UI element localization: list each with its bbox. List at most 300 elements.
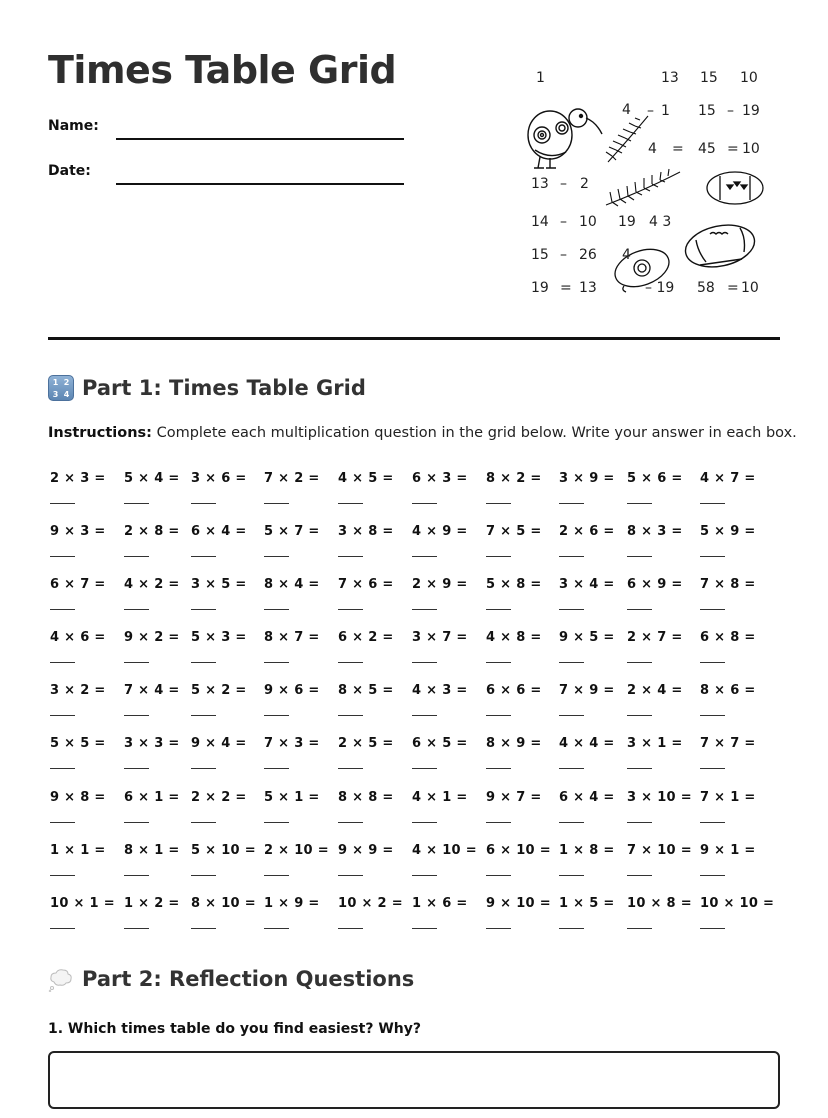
multiplication-question: 9 × 10 = (486, 895, 551, 911)
answer-blank[interactable] (338, 822, 363, 823)
multiplication-question: 2 × 5 = (338, 736, 394, 752)
answer-blank[interactable] (486, 503, 511, 504)
decor-number: 2 (580, 176, 589, 192)
decor-number: 15 (700, 70, 718, 86)
grid-row (50, 732, 790, 785)
grid-cell (338, 892, 403, 911)
multiplication-question: 5 × 8 = (486, 577, 542, 593)
multiplication-question: 4 × 2 = (124, 577, 180, 593)
thought-balloon-icon (48, 968, 74, 990)
multiplication-question: 8 × 2 = (486, 471, 542, 486)
multiplication-question: 3 × 10 = (627, 789, 692, 805)
answer-blank[interactable] (627, 768, 652, 769)
multiplication-question: 6 × 9 = (627, 577, 683, 593)
multiplication-question: 1 × 8 = (559, 842, 615, 858)
grid-cell (338, 520, 394, 539)
answer-blank[interactable] (124, 662, 149, 663)
grid-cell (124, 626, 180, 645)
answer-blank[interactable] (412, 875, 437, 876)
answer-blank[interactable] (627, 928, 652, 929)
decor-number: – (727, 103, 734, 119)
answer-blank[interactable] (338, 503, 363, 504)
instructions-label: Instructions: (48, 425, 152, 441)
answer-blank[interactable] (124, 928, 149, 929)
grid-cell (191, 732, 247, 751)
grid-cell (264, 679, 320, 698)
multiplication-question: 4 × 5 = (338, 471, 394, 486)
multiplication-question: 1 × 6 = (412, 895, 468, 911)
grid-row (50, 839, 790, 892)
decor-number: 45 (698, 141, 716, 157)
grid-cell (559, 467, 615, 486)
answer-blank[interactable] (338, 715, 363, 716)
grid-cell (124, 520, 180, 539)
answer-blank[interactable] (191, 768, 216, 769)
answer-blank[interactable] (559, 503, 584, 504)
answer-blank[interactable] (700, 609, 725, 610)
decor-number: – (560, 247, 567, 263)
grid-cell (700, 626, 756, 645)
grid-cell (700, 679, 756, 698)
grid-cell (486, 732, 542, 751)
page-title: Times Table Grid (48, 48, 397, 92)
answer-blank[interactable] (486, 556, 511, 557)
answer-blank[interactable] (412, 503, 437, 504)
grid-cell (412, 732, 468, 751)
multiplication-question: 1 × 1 = (50, 842, 106, 858)
answer-blank[interactable] (627, 556, 652, 557)
grid-row (50, 626, 790, 679)
answer-blank[interactable] (700, 822, 725, 823)
answer-blank[interactable] (191, 556, 216, 557)
answer-blank[interactable] (627, 875, 652, 876)
multiplication-question: 7 × 3 = (264, 736, 320, 752)
part1-title: Part 1: Times Table Grid (82, 376, 366, 400)
multiplication-question: 9 × 5 = (559, 630, 615, 646)
decor-number: 4 3 (649, 214, 672, 230)
decor-number: – (560, 176, 567, 192)
part1-heading (48, 375, 366, 401)
answer-blank[interactable] (627, 609, 652, 610)
grid-row (50, 467, 790, 520)
decor-number: 26 (579, 247, 597, 263)
answer-blank[interactable] (191, 662, 216, 663)
answer-blank[interactable] (124, 822, 149, 823)
multiplication-question: 2 × 8 = (124, 524, 180, 540)
decor-number: 14 (531, 214, 549, 230)
multiplication-question: 3 × 3 = (124, 736, 180, 752)
grid-cell (412, 467, 468, 486)
multiplication-question: 3 × 8 = (338, 524, 394, 540)
answer-blank[interactable] (559, 822, 584, 823)
multiplication-question: 8 × 9 = (486, 736, 542, 752)
decor-number: = (672, 141, 684, 157)
multiplication-question: 7 × 2 = (264, 471, 320, 486)
answer-blank[interactable] (124, 556, 149, 557)
multiplication-question: 6 × 4 = (559, 789, 615, 805)
multiplication-question: 7 × 5 = (486, 524, 542, 540)
answer-blank[interactable] (191, 503, 216, 504)
grid-cell (264, 839, 329, 858)
answer-blank[interactable] (559, 928, 584, 929)
grid-cell (627, 520, 683, 539)
multiplication-question: 10 × 10 = (700, 895, 775, 911)
rugby-ball-icon (682, 219, 759, 273)
decor-number: 10 (740, 70, 758, 86)
multiplication-question: 7 × 7 = (700, 736, 756, 752)
grid-cell (486, 520, 542, 539)
answer-blank[interactable] (412, 715, 437, 716)
multiplication-question: 6 × 8 = (700, 630, 756, 646)
answer-blank[interactable] (486, 662, 511, 663)
multiplication-question: 9 × 4 = (191, 736, 247, 752)
answer-blank[interactable] (264, 556, 289, 557)
grid-cell (124, 467, 180, 486)
answer-blank[interactable] (191, 875, 216, 876)
grid-cell (50, 732, 106, 751)
answer-blank[interactable] (50, 556, 75, 557)
grid-cell (627, 732, 683, 751)
multiplication-question: 5 × 2 = (191, 683, 247, 699)
grid-cell (627, 573, 683, 592)
answer-blank[interactable] (412, 928, 437, 929)
answer-blank[interactable] (559, 662, 584, 663)
grid-cell (700, 892, 774, 911)
grid-cell (191, 467, 247, 486)
decor-number: 58 (697, 280, 715, 296)
decor-number: = (560, 280, 572, 296)
multiplication-question: 2 × 3 = (50, 471, 106, 486)
multiplication-question: 6 × 4 = (191, 524, 247, 540)
grid-cell (50, 892, 115, 911)
multiplication-question: 8 × 6 = (700, 683, 756, 699)
multiplication-question: 4 × 7 = (700, 471, 756, 486)
grid-cell (412, 573, 468, 592)
answer-blank[interactable] (124, 503, 149, 504)
instructions (48, 425, 797, 441)
answer-blank[interactable] (264, 503, 289, 504)
reflection-answer-1[interactable] (48, 1051, 780, 1109)
multiplication-grid (50, 467, 790, 945)
answer-blank[interactable] (559, 556, 584, 557)
grid-cell (124, 679, 180, 698)
grid-cell (50, 573, 106, 592)
multiplication-question: 4 × 4 = (559, 736, 615, 752)
answer-blank[interactable] (412, 822, 437, 823)
multiplication-question: 5 × 9 = (700, 524, 756, 540)
multiplication-question: 5 × 5 = (50, 736, 106, 752)
multiplication-question: 7 × 6 = (338, 577, 394, 593)
answer-blank[interactable] (627, 822, 652, 823)
multiplication-question: 5 × 7 = (264, 524, 320, 540)
answer-blank[interactable] (700, 715, 725, 716)
grid-cell (264, 467, 320, 486)
decorative-clipart (520, 60, 790, 310)
grid-cell (50, 467, 106, 486)
multiplication-question: 6 × 2 = (338, 630, 394, 646)
answer-blank[interactable] (264, 928, 289, 929)
multiplication-question: 3 × 4 = (559, 577, 615, 593)
answer-blank[interactable] (50, 715, 75, 716)
answer-blank[interactable] (486, 928, 511, 929)
answer-blank[interactable] (559, 609, 584, 610)
answer-blank[interactable] (338, 556, 363, 557)
multiplication-question: 8 × 7 = (264, 630, 320, 646)
answer-blank[interactable] (412, 662, 437, 663)
rugby-ball-icon (707, 172, 763, 204)
grid-cell (264, 786, 320, 805)
answer-blank[interactable] (50, 662, 75, 663)
grid-row (50, 573, 790, 626)
grid-cell (124, 786, 180, 805)
multiplication-question: 7 × 9 = (559, 683, 615, 699)
multiplication-question: 2 × 7 = (627, 630, 683, 646)
multiplication-question: 7 × 1 = (700, 789, 756, 805)
multiplication-question: 9 × 3 = (50, 524, 106, 540)
grid-cell (191, 892, 256, 911)
answer-blank[interactable] (264, 662, 289, 663)
decor-number: 13 (661, 70, 679, 86)
grid-cell (412, 839, 477, 858)
multiplication-question: 9 × 7 = (486, 789, 542, 805)
grid-cell (264, 892, 320, 911)
multiplication-question: 4 × 8 = (486, 630, 542, 646)
grid-cell (486, 573, 542, 592)
multiplication-question: 5 × 6 = (627, 471, 683, 486)
grid-cell (700, 786, 756, 805)
answer-blank[interactable] (338, 768, 363, 769)
grid-cell (486, 467, 542, 486)
grid-cell (191, 520, 247, 539)
multiplication-question: 7 × 4 = (124, 683, 180, 699)
multiplication-question: 6 × 5 = (412, 736, 468, 752)
multiplication-question: 8 × 10 = (191, 895, 256, 911)
answer-blank[interactable] (264, 609, 289, 610)
answer-blank[interactable] (338, 662, 363, 663)
multiplication-question: 4 × 3 = (412, 683, 468, 699)
multiplication-question: 9 × 1 = (700, 842, 756, 858)
answer-blank[interactable] (486, 768, 511, 769)
date-field[interactable] (116, 183, 404, 185)
multiplication-question: 5 × 3 = (191, 630, 247, 646)
decor-number: 15 (531, 247, 549, 263)
section-divider (48, 337, 780, 340)
reflection-question-1: 1. Which times table do you find easiest? Why? (48, 1021, 421, 1037)
grid-cell (559, 520, 615, 539)
grid-cell (627, 679, 683, 698)
decor-number: = (727, 141, 739, 157)
answer-blank[interactable] (50, 928, 75, 929)
answer-blank[interactable] (486, 875, 511, 876)
kiwi-bird-icon (528, 109, 602, 168)
grid-cell (627, 892, 692, 911)
grid-cell (124, 732, 180, 751)
decor-number: – (647, 103, 654, 119)
grid-cell (700, 573, 756, 592)
grid-cell (338, 467, 394, 486)
answer-blank[interactable] (124, 609, 149, 610)
decor-number: – (560, 214, 567, 230)
grid-cell (486, 626, 542, 645)
multiplication-question: 3 × 2 = (50, 683, 106, 699)
multiplication-question: 3 × 6 = (191, 471, 247, 486)
answer-blank[interactable] (486, 822, 511, 823)
answer-blank[interactable] (486, 715, 511, 716)
multiplication-question: 1 × 9 = (264, 895, 320, 911)
decor-number: 1 (661, 103, 670, 119)
grid-cell (338, 839, 394, 858)
multiplication-question: 9 × 2 = (124, 630, 180, 646)
multiplication-question: 7 × 8 = (700, 577, 756, 593)
multiplication-question: 3 × 1 = (627, 736, 683, 752)
answer-blank[interactable] (412, 609, 437, 610)
grid-cell (627, 467, 683, 486)
decor-number: 4 (648, 141, 657, 157)
grid-cell (124, 573, 180, 592)
decor-number: 15 (698, 103, 716, 119)
decor-number: 10 (579, 214, 597, 230)
multiplication-question: 6 × 10 = (486, 842, 551, 858)
date-label: Date: (48, 163, 91, 179)
grid-cell (700, 520, 756, 539)
answer-blank[interactable] (124, 715, 149, 716)
grid-cell (559, 679, 615, 698)
answer-blank[interactable] (191, 928, 216, 929)
answer-blank[interactable] (338, 609, 363, 610)
grid-cell (486, 892, 551, 911)
multiplication-question: 2 × 10 = (264, 842, 329, 858)
multiplication-question: 10 × 2 = (338, 895, 403, 911)
grid-cell (50, 520, 106, 539)
answer-blank[interactable] (191, 609, 216, 610)
multiplication-question: 7 × 10 = (627, 842, 692, 858)
multiplication-question: 9 × 9 = (338, 842, 394, 858)
grid-cell (559, 626, 615, 645)
grid-cell (50, 839, 106, 858)
multiplication-question: 9 × 6 = (264, 683, 320, 699)
answer-blank[interactable] (191, 822, 216, 823)
answer-blank[interactable] (559, 875, 584, 876)
grid-cell (264, 732, 320, 751)
grid-cell (559, 786, 615, 805)
fern-leaf-icon (606, 169, 680, 206)
multiplication-question: 4 × 9 = (412, 524, 468, 540)
grid-cell (338, 573, 394, 592)
answer-blank[interactable] (264, 715, 289, 716)
answer-blank[interactable] (50, 609, 75, 610)
decor-number: 19 (742, 103, 760, 119)
answer-blank[interactable] (559, 768, 584, 769)
answer-blank[interactable] (50, 503, 75, 504)
grid-cell (338, 786, 394, 805)
answer-blank[interactable] (700, 503, 725, 504)
answer-blank[interactable] (627, 715, 652, 716)
grid-cell (338, 679, 394, 698)
multiplication-question: 5 × 10 = (191, 842, 256, 858)
answer-blank[interactable] (486, 609, 511, 610)
answer-blank[interactable] (700, 662, 725, 663)
grid-cell (559, 573, 615, 592)
answer-blank[interactable] (627, 503, 652, 504)
multiplication-question: 2 × 6 = (559, 524, 615, 540)
name-field[interactable] (116, 138, 404, 140)
grid-cell (50, 679, 106, 698)
answer-blank[interactable] (338, 928, 363, 929)
decor-number: 1 (536, 70, 545, 86)
multiplication-question: 8 × 8 = (338, 789, 394, 805)
grid-cell (264, 626, 320, 645)
grid-cell (264, 520, 320, 539)
multiplication-question: 4 × 10 = (412, 842, 477, 858)
grid-row (50, 892, 790, 945)
multiplication-question: 8 × 3 = (627, 524, 683, 540)
grid-cell (486, 839, 551, 858)
answer-blank[interactable] (700, 556, 725, 557)
multiplication-question: 10 × 1 = (50, 895, 115, 911)
grid-cell (627, 786, 692, 805)
answer-blank[interactable] (264, 768, 289, 769)
grid-cell (50, 786, 106, 805)
grid-cell (486, 679, 542, 698)
answer-blank[interactable] (559, 715, 584, 716)
answer-blank[interactable] (627, 662, 652, 663)
answer-blank[interactable] (412, 556, 437, 557)
answer-blank[interactable] (50, 822, 75, 823)
answer-blank[interactable] (700, 875, 725, 876)
grid-cell (191, 679, 247, 698)
fern-leaf-icon (606, 116, 648, 162)
multiplication-question: 2 × 2 = (191, 789, 247, 805)
grid-cell (700, 732, 756, 751)
answer-blank[interactable] (338, 875, 363, 876)
multiplication-question: 2 × 9 = (412, 577, 468, 593)
decor-number: – 19 (645, 280, 675, 296)
grid-cell (412, 520, 468, 539)
answer-blank[interactable] (124, 768, 149, 769)
multiplication-question: 5 × 4 = (124, 471, 180, 486)
decor-number: 19 (531, 280, 549, 296)
grid-cell (191, 786, 247, 805)
multiplication-question: 8 × 4 = (264, 577, 320, 593)
multiplication-question: 6 × 7 = (50, 577, 106, 593)
multiplication-question: 2 × 4 = (627, 683, 683, 699)
decor-number: 13 (531, 176, 549, 192)
answer-blank[interactable] (50, 768, 75, 769)
decor-number: 19 (618, 214, 636, 230)
decor-number: 4 (622, 102, 631, 118)
answer-blank[interactable] (264, 822, 289, 823)
grid-cell (124, 892, 180, 911)
part2-title: Part 2: Reflection Questions (82, 967, 415, 991)
answer-blank[interactable] (124, 875, 149, 876)
grid-cell (559, 892, 615, 911)
grid-cell (124, 839, 180, 858)
part2-heading (48, 967, 414, 991)
grid-cell (412, 786, 468, 805)
multiplication-question: 6 × 1 = (124, 789, 180, 805)
answer-blank[interactable] (50, 875, 75, 876)
grid-cell (559, 732, 615, 751)
multiplication-question: 1 × 2 = (124, 895, 180, 911)
answer-blank[interactable] (191, 715, 216, 716)
answer-blank[interactable] (412, 768, 437, 769)
answer-blank[interactable] (700, 768, 725, 769)
multiplication-question: 3 × 5 = (191, 577, 247, 593)
grid-cell (412, 892, 468, 911)
answer-blank[interactable] (700, 928, 725, 929)
grid-cell (700, 467, 756, 486)
answer-blank[interactable] (264, 875, 289, 876)
